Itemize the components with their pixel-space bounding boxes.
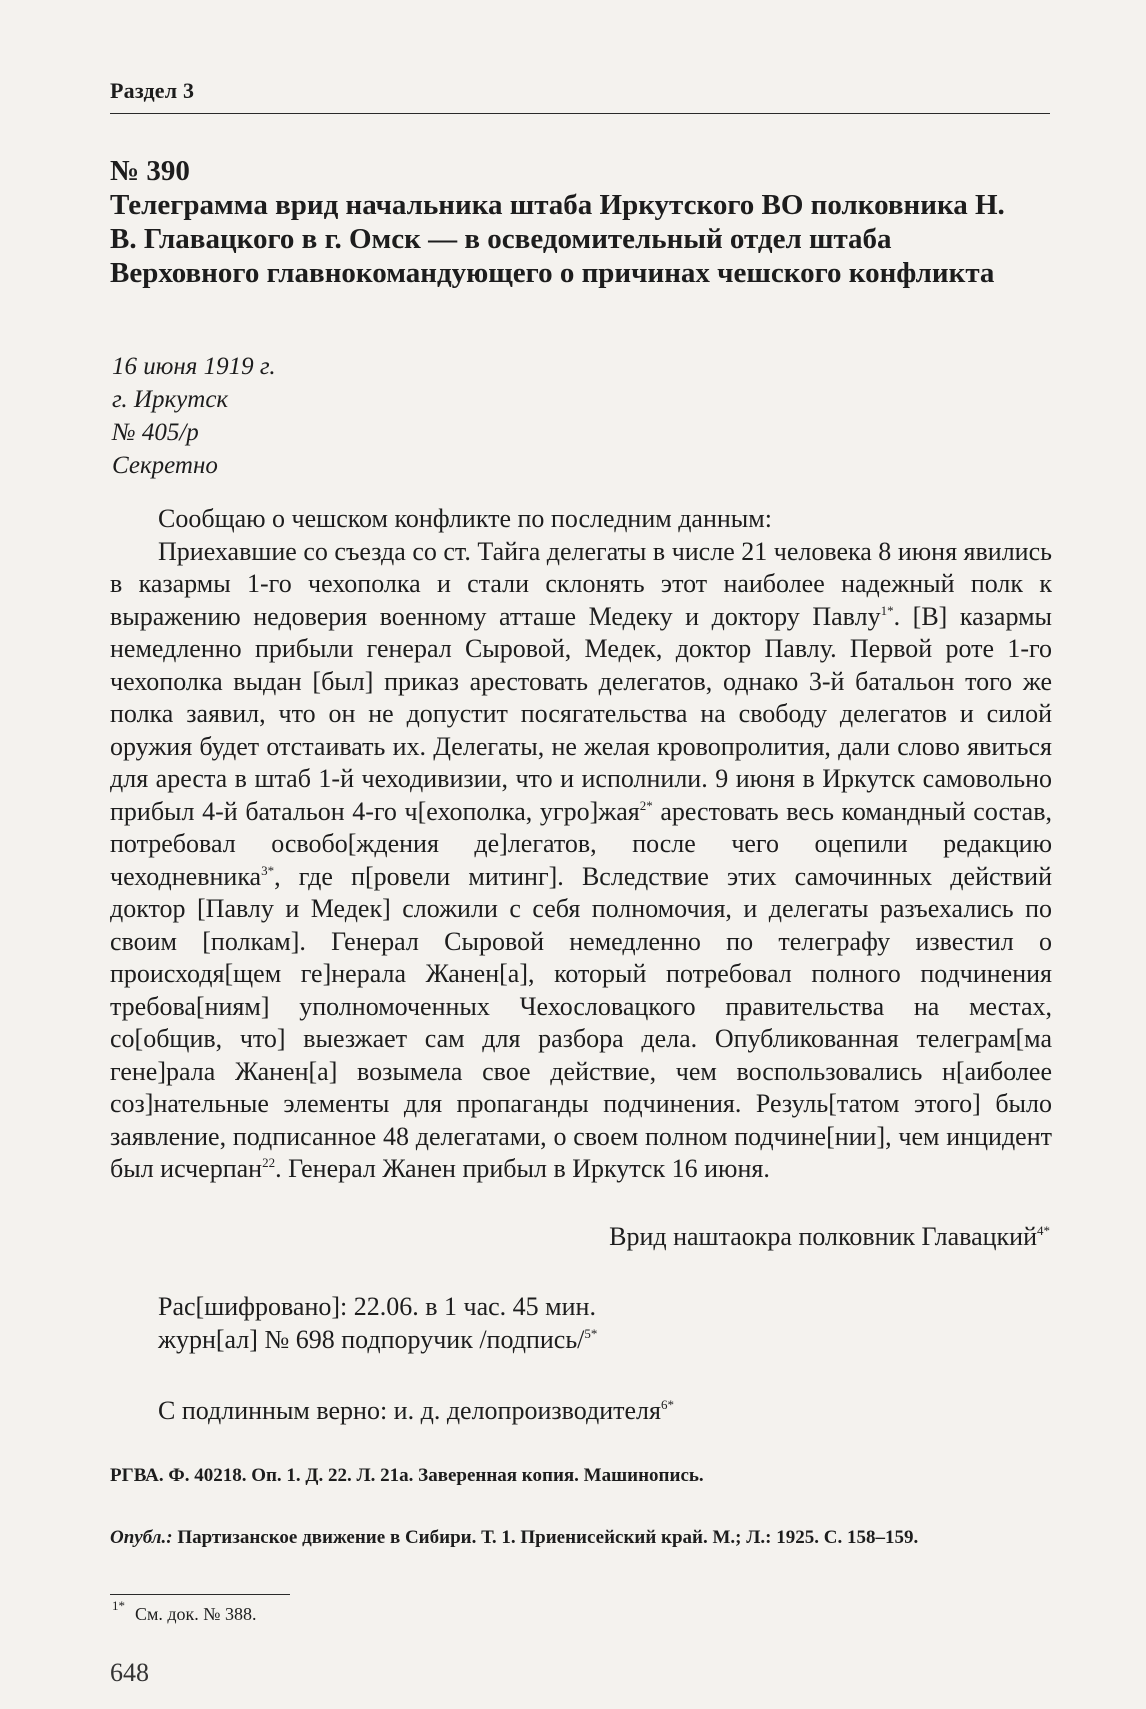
footnote-ref[interactable]: 6* — [661, 1397, 674, 1412]
document-meta — [112, 350, 276, 482]
decipher-line-2-text: журн[ал] № 698 подпоручик /подпись/ — [158, 1325, 585, 1354]
running-head: Раздел 3 — [110, 78, 195, 103]
body-text: . Генерал Жанен прибыл в Иркутск 16 июня. — [275, 1154, 770, 1183]
decipher-line-2 — [158, 1323, 597, 1356]
certified-text: С подлинным верно: и. д. делопроизводителя — [158, 1396, 661, 1425]
decipher-line-1: Рас[шифровано]: 22.06. в 1 час. 45 мин. — [158, 1292, 596, 1321]
footnote-ref[interactable]: 1* — [880, 602, 894, 618]
footnote-ref[interactable]: 4* — [1037, 1223, 1050, 1238]
document-date: 16 июня 1919 г. — [112, 353, 276, 380]
footnote-ref[interactable]: 5* — [584, 1326, 598, 1341]
footnote — [112, 1598, 257, 1626]
document-ref: № 405/р — [112, 419, 199, 446]
telegram-body — [110, 503, 1052, 1186]
decipher-note — [158, 1290, 597, 1356]
document-header — [110, 155, 1050, 290]
page-number: 648 — [110, 1658, 149, 1687]
footnote-ref[interactable]: 22 — [262, 1155, 276, 1170]
certified-copy-note — [158, 1395, 674, 1427]
footnote-rule — [110, 1594, 290, 1595]
publication-reference — [110, 1525, 918, 1551]
document-classification: Секретно — [112, 452, 218, 479]
document-place: г. Иркутск — [112, 386, 229, 413]
header-rule — [110, 113, 1050, 114]
body-text: , где п[ровели митинг]. Вследствие этих самочинных действий доктор [Павлу и Медек] сложили с себя полномочия, и делегаты разъехались по своим [полкам]. Генерал Сыровой немедленно по телеграфу известил о происходя[щем ге]нерала Жанен[а], который потребовал полного подчинения требова[ниям] уполномоченных Чехословацкого правительства на местах, со[общив, что] выезжает сам для разбора дела. Опубликованная телеграм[ма гене]рала Жанен[а] возымела свое действие, чем воспользовались н[аиболее соз]нательные элементы для пропаганды подчинения. Резуль[татом этого] было заявление, подписанное 48 делегатами, о своем полном подчине[нии], чем инцидент был исчерпан — [110, 861, 1052, 1183]
body-text: . [В] казармы немедленно прибыли генерал Сыровой, Медек, доктор Павлу. Первой роте 1-го чехополка выдан [был] приказ арестовать делегатов, однако 3-й батальон того же полка заявил, что он не допустит посягательства на свободу делегатов и силой оружия будет отстаивать их. Делегаты, не желая кровопролития, дали слово явиться для ареста в штаб 1-й чеходивизии, что и исполнили. 9 июня в Иркутск самовольно прибыл 4-й батальон 4-го ч[ехополка, угро]жая — [110, 601, 1052, 826]
footnote-ref[interactable]: 2* — [639, 797, 653, 813]
body-paragraph-1: Сообщаю о чешском конфликте по последним данным: — [158, 504, 772, 533]
body-text: Приехавшие со съезда со ст. Тайга делегаты в числе 21 человека 8 июня явились в казармы 1-го чехополка и стали склонять этот наиболее надежный полк к выражению недоверия военному атташе Медеку и доктору Павлу — [110, 536, 1052, 631]
footnote-text: См. док. № 388. — [135, 1604, 257, 1624]
publication-label: Опубл.: — [110, 1527, 173, 1548]
signature — [110, 1221, 1050, 1253]
body-paragraph-2 — [110, 536, 1052, 1186]
document-number: № 390 — [110, 155, 190, 187]
document-title: Телеграмма врид начальника штаба Иркутского ВО полковника Н. В. Главацкого в г. Омск — в осведомительный отдел штаба Верховного главнокомандующего о причинах чешского конфликта — [110, 189, 1005, 289]
footnote-ref[interactable]: 3* — [261, 862, 275, 878]
publication-text: Партизанское движение в Сибири. Т. 1. Приенисейский край. М.; Л.: 1925. С. 158–159. — [172, 1527, 919, 1548]
footnote-mark: 1* — [112, 1598, 125, 1613]
body-text: арестовать весь командный состав, потребовал освобо[ждения де]легатов, после чего оцепили редакцию чеходневника — [110, 796, 1053, 891]
archive-reference: РГВА. Ф. 40218. Оп. 1. Д. 22. Л. 21а. Заверенная копия. Машинопись. — [110, 1465, 704, 1486]
signature-text: Врид наштаокра полковник Главацкий — [609, 1222, 1037, 1251]
